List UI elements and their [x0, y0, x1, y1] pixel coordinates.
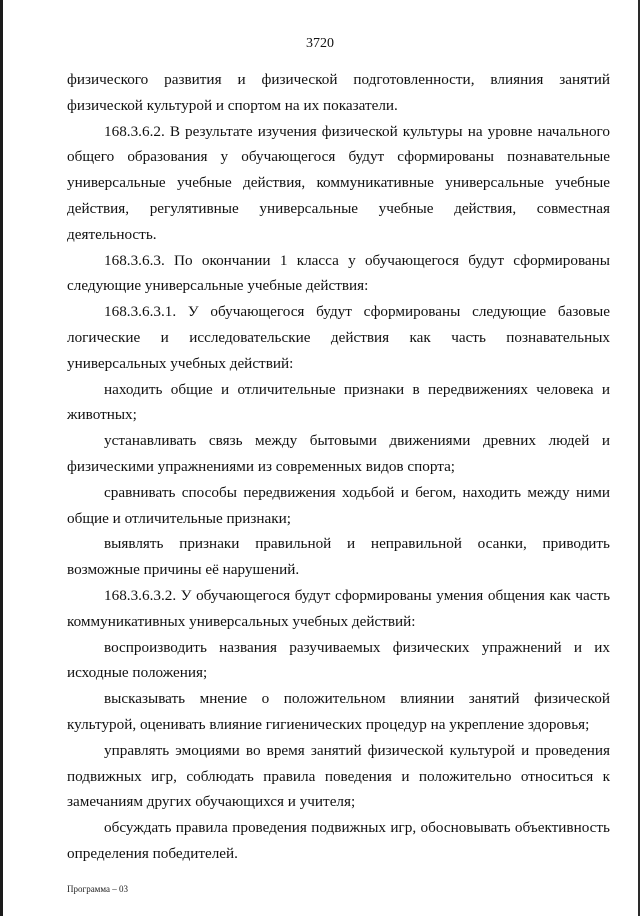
paragraph-168-3-6-3-2: 168.3.6.3.2. У обучающегося будут сформированы умения общения как часть коммуникативных универсальных учебных действий: [67, 586, 610, 630]
page-number: 3720 [306, 36, 334, 51]
list-item-reproduce-names: воспроизводить названия разучиваемых физических упражнений и их исходные положения; [67, 638, 610, 682]
list-item-posture-signs: выявлять признаки правильной и неправильной осанки, приводить возможные причины её нарушений. [67, 535, 610, 579]
paragraph-168-3-6-3-1: 168.3.6.3.1. У обучающегося будут сформированы следующие базовые логические и исследовательские действия как часть познавательных универсальных учебных действий: [67, 303, 610, 372]
scan-border-left [0, 0, 3, 916]
list-item-discuss-rules: обсуждать правила проведения подвижных игр, обосновывать объективность определения победителей. [67, 819, 610, 862]
paragraph-168-3-6-3: 168.3.6.3. По окончании 1 класса у обучающегося будут сформированы следующие универсальные учебные действия: [67, 251, 610, 295]
footer-program-label: Программа – 03 [67, 884, 129, 894]
paragraph-168-3-6-2: 168.3.6.2. В результате изучения физической культуры на уровне начального общего образования у обучающегося будут сформированы познавательные универсальные учебные действия, коммуникативные универсальные учебные действия, регулятивные универсальные учебные действия, совместная деятельность. [67, 122, 610, 243]
list-item-establish-link: устанавливать связь между бытовыми движениями древних людей и физическими упражнениями из современных видов спорта; [67, 432, 610, 475]
list-item-compare-movement: сравнивать способы передвижения ходьбой и бегом, находить между ними общие и отличительные признаки; [67, 483, 610, 527]
paragraph-continuation: физического развития и физической подготовленности, влияния занятий физической культурой и спортом на их показатели. [67, 71, 610, 114]
list-item-manage-emotions: управлять эмоциями во время занятий физической культурой и проведения подвижных игр, соблюдать правила поведения и положительно относиться к замечаниям других обучающихся и учителя; [67, 741, 610, 811]
list-item-find-signs: находить общие и отличительные признаки в передвижениях человека и животных; [67, 380, 610, 424]
list-item-express-opinion: высказывать мнение о положительном влиянии занятий физической культурой, оценивать влияние гигиенических процедур на укрепление здоровья; [67, 690, 610, 733]
document-body [67, 67, 610, 867]
